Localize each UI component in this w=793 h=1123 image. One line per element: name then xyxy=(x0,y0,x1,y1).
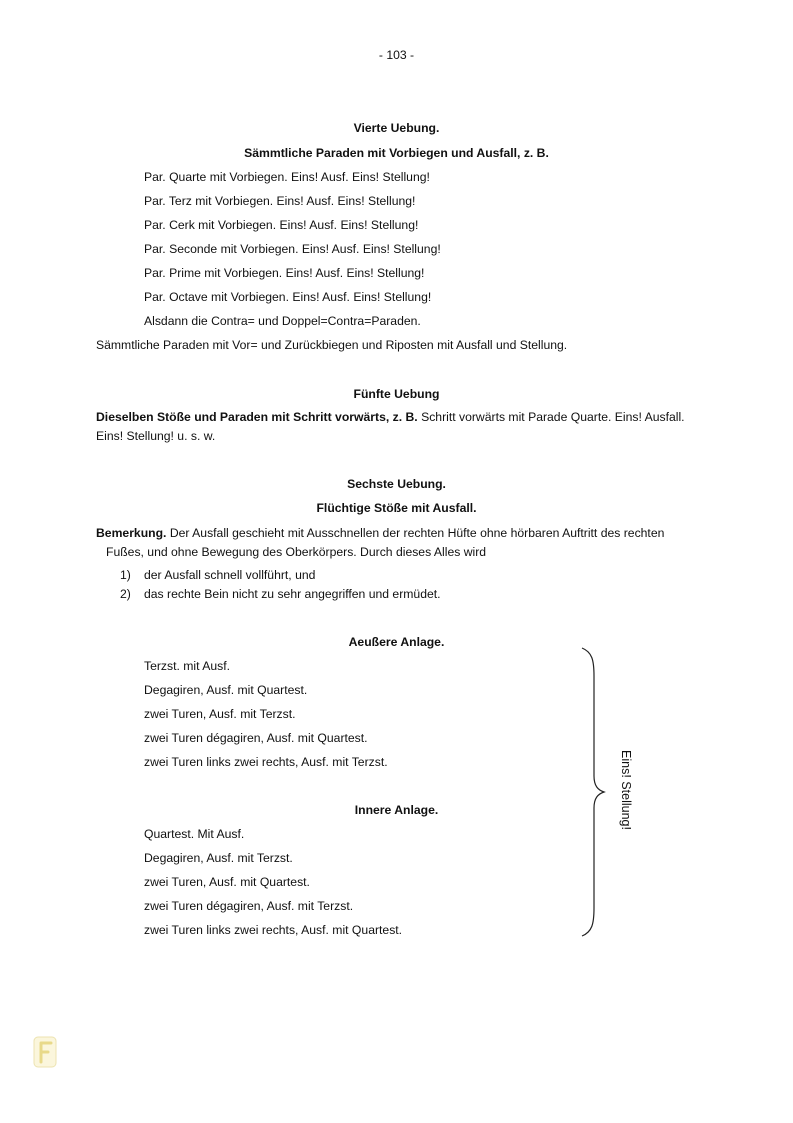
section5-lead: Dieselben Stöße und Paraden mit Schritt vorwärts, z. B. xyxy=(96,410,418,424)
list-item: Par. Octave mit Vorbiegen. Eins! Ausf. Eins! Stellung! xyxy=(144,290,432,304)
list-item: zwei Turen links zwei rechts, Ausf. mit Quartest. xyxy=(144,923,403,937)
section4-closing: Sämmtliche Paraden mit Vor= und Zurückbiegen und Riposten mit Ausfall und Stellung. xyxy=(96,338,568,352)
list-item: zwei Turen, Ausf. mit Quartest. xyxy=(144,875,310,889)
brace-label: Eins! Stellung! xyxy=(619,750,633,830)
inner-title: Innere Anlage. xyxy=(354,803,439,817)
list-number: 1) xyxy=(120,568,131,582)
list-item: zwei Turen links zwei rechts, Ausf. mit Terzst. xyxy=(144,755,388,769)
list-item: zwei Turen, Ausf. mit Terzst. xyxy=(144,707,296,721)
right-brace xyxy=(578,646,608,938)
list-item: Terzst. mit Ausf. xyxy=(144,659,231,673)
section5-title: Fünfte Uebung xyxy=(353,387,440,401)
list-item: Par. Terz mit Vorbiegen. Eins! Ausf. Eins! Stellung! xyxy=(144,194,416,208)
list-item: der Ausfall schnell vollführt, und xyxy=(144,568,316,582)
list-item: das rechte Bein nicht zu sehr angegriffen und ermüdet. xyxy=(144,587,441,601)
list-item: Par. Cerk mit Vorbiegen. Eins! Ausf. Eins! Stellung! xyxy=(144,218,419,232)
remark-paragraph xyxy=(96,524,696,562)
remark-label: Bemerkung. xyxy=(96,526,167,540)
list-item: Par. Quarte mit Vorbiegen. Eins! Ausf. Eins! Stellung! xyxy=(144,170,430,184)
section6-subtitle: Flüchtige Stöße mit Ausfall. xyxy=(316,501,477,515)
list-item: Degagiren, Ausf. mit Quartest. xyxy=(144,683,308,697)
remark-text: Der Ausfall geschieht mit Ausschnellen der rechten Hüfte ohne hörbaren Auftritt des rechten Fußes, und ohne Bewegung des Oberkörpers. Durch dieses Alles wird xyxy=(106,526,665,559)
page-number: - 103 - xyxy=(378,48,415,62)
list-item: Par. Prime mit Vorbiegen. Eins! Ausf. Eins! Stellung! xyxy=(144,266,425,280)
section5-text: Schritt vorwärts mit Parade Quarte. Eins! Ausfall. Eins! Stellung! u. s. w. xyxy=(96,410,685,443)
list-number: 2) xyxy=(120,587,131,601)
section4-subtitle: Sämmtliche Paraden mit Vorbiegen und Ausfall, z. B. xyxy=(244,146,549,160)
list-item: Quartest. Mit Ausf. xyxy=(144,827,245,841)
section4-title: Vierte Uebung. xyxy=(353,121,440,135)
list-item: Alsdann die Contra= und Doppel=Contra=Paraden. xyxy=(144,314,421,328)
section5-paragraph xyxy=(96,408,686,446)
list-item: zwei Turen dégagiren, Ausf. mit Quartest. xyxy=(144,731,368,745)
outer-title: Aeußere Anlage. xyxy=(348,635,445,649)
section6-title: Sechste Uebung. xyxy=(347,477,446,491)
f-logo-icon xyxy=(30,1034,60,1070)
list-item: Degagiren, Ausf. mit Terzst. xyxy=(144,851,293,865)
list-item: zwei Turen dégagiren, Ausf. mit Terzst. xyxy=(144,899,354,913)
list-item: Par. Seconde mit Vorbiegen. Eins! Ausf. Eins! Stellung! xyxy=(144,242,441,256)
